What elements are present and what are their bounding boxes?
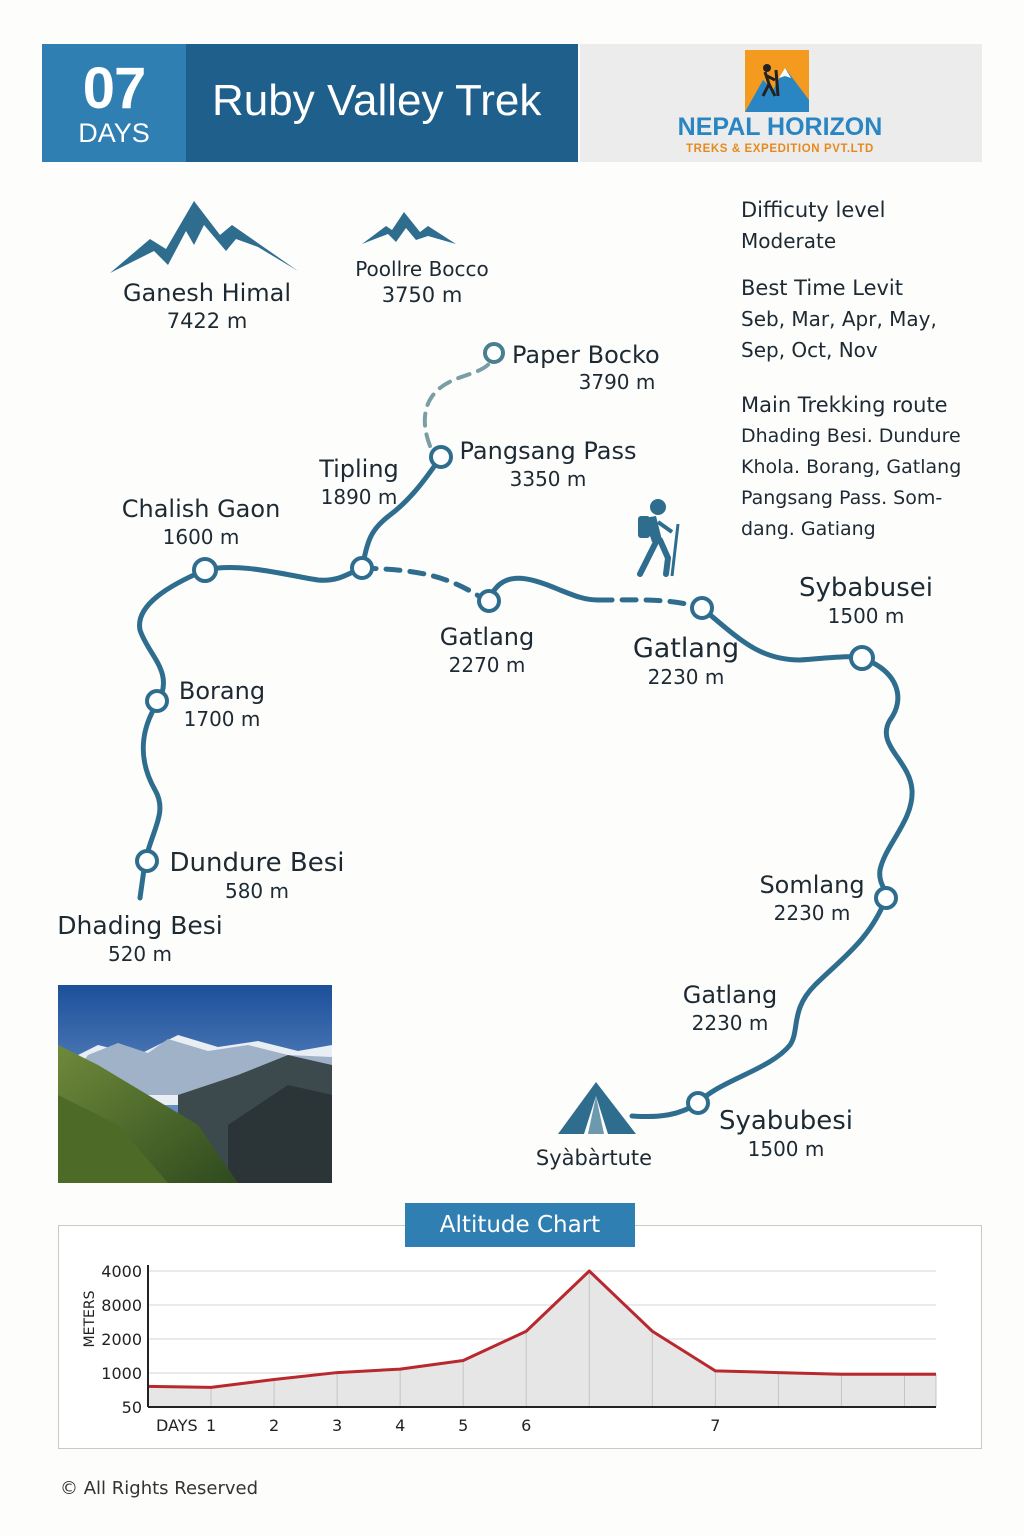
label-gatlang-2-name: Gatlang <box>632 633 740 664</box>
label-pangsang-pass <box>458 436 638 492</box>
company-subtitle: TREKS & EXPEDITION PVT.LTD <box>686 143 874 155</box>
x-tick-label: 5 <box>458 1416 469 1435</box>
hiker-icon <box>638 499 678 576</box>
label-dundure-besi-name: Dundure Besi <box>169 848 345 878</box>
label-syabubesi <box>714 1106 858 1162</box>
stop-marker-gatlang-2 <box>692 598 712 618</box>
x-tick-label: 4 <box>395 1416 406 1435</box>
label-gatlang-1 <box>432 622 542 678</box>
difficulty-heading: Difficuty level <box>741 198 886 222</box>
peak-name-ganesh-himal: Ganesh Himal <box>122 279 292 307</box>
route-path-dashed-2 <box>598 600 702 608</box>
label-paper-bocko-altitude: 3790 m <box>578 370 656 394</box>
label-camp <box>528 1145 660 1171</box>
route-line-1: Dhading Besi. Dundure <box>741 425 961 447</box>
best-time-heading: Best Time Levit <box>741 276 903 300</box>
mountain-landscape-image <box>58 985 332 1183</box>
peak-altitude-ganesh-himal: 7422 m <box>166 309 248 333</box>
altitude-chart <box>58 1225 980 1447</box>
altitude-chart-title: Altitude Chart <box>405 1203 635 1247</box>
stop-marker-tipling <box>352 558 372 578</box>
label-gatlang-2-altitude: 2230 m <box>647 665 725 689</box>
label-tipling <box>304 454 414 510</box>
label-gatlang-3-altitude: 2230 m <box>691 1011 769 1035</box>
y-tick-label: 4000 <box>101 1262 142 1281</box>
label-gatlang-1-altitude: 2270 m <box>448 653 526 677</box>
route-line-4: dang. Gatiang <box>741 518 876 540</box>
label-dundure-besi <box>166 848 348 904</box>
company-name: NEPAL HORIZON <box>677 113 883 141</box>
route-heading: Main Trekking route <box>741 393 948 417</box>
x-tick-label: 6 <box>521 1416 532 1435</box>
landscape-photo <box>58 985 332 1183</box>
label-somlang-altitude: 2230 m <box>773 901 851 925</box>
label-dhading-besi-altitude: 520 m <box>107 942 172 966</box>
peak-altitude-poollre-bocco: 3750 m <box>381 283 463 307</box>
stop-marker-dundure-besi <box>137 851 157 871</box>
stop-marker-borang <box>147 691 167 711</box>
label-gatlang-3-name: Gatlang <box>682 981 778 1009</box>
label-paper-bocko-alt-wrap <box>572 369 662 395</box>
x-tick-label: 1 <box>205 1416 217 1435</box>
route-path-gatlang-gatlang <box>488 578 598 602</box>
y-axis-label: METERS <box>82 1290 98 1348</box>
label-pangsang-pass-altitude: 3350 m <box>509 467 587 491</box>
label-dundure-besi-altitude: 580 m <box>224 879 289 903</box>
x-axis-label: DAYS <box>156 1416 198 1435</box>
label-pangsang-pass-name: Pangsang Pass <box>459 437 637 465</box>
tent-icon <box>558 1082 636 1134</box>
stop-marker-somlang <box>876 888 896 908</box>
label-borang-altitude: 1700 m <box>183 707 261 731</box>
route-path-dashed-top <box>425 354 494 446</box>
stop-marker-syabubesi <box>688 1093 708 1113</box>
y-tick-label: 50 <box>121 1398 142 1417</box>
days-label: DAYS <box>78 118 150 148</box>
label-gatlang-3 <box>674 980 786 1036</box>
route-line-2: Khola. Borang, Gatlang <box>741 456 962 478</box>
page-title: Ruby Valley Trek <box>212 76 542 125</box>
stop-marker-pangsang-pass <box>431 447 451 467</box>
label-chalish-gaon-name: Chalish Gaon <box>121 495 281 523</box>
label-borang <box>168 676 276 732</box>
label-dhading-besi-name: Dhading Besi <box>57 911 223 940</box>
label-paper-bocko-name: Paper Bocko <box>512 341 660 369</box>
x-tick-label: 7 <box>710 1416 721 1435</box>
route-path-dashed-gatlang <box>362 568 488 602</box>
label-sybabusei-name: Sybabusei <box>798 573 934 603</box>
y-tick-label: 1000 <box>101 1364 142 1383</box>
label-chalish-gaon-altitude: 1600 m <box>162 525 240 549</box>
label-sybabusei-altitude: 1500 m <box>827 604 905 628</box>
stop-marker-chalish-gaon <box>194 559 216 581</box>
route-line-3: Pangsang Pass. Som- <box>741 487 943 509</box>
label-borang-name: Borang <box>178 677 266 705</box>
trek-info-panel <box>741 195 1001 545</box>
label-somlang-name: Somlang <box>759 871 865 899</box>
label-syabubesi-altitude: 1500 m <box>747 1137 825 1161</box>
label-gatlang-1-name: Gatlang <box>439 623 535 651</box>
difficulty-value: Moderate <box>741 229 837 253</box>
label-tipling-altitude: 1890 m <box>320 485 398 509</box>
stop-marker-gatlang-1 <box>479 591 499 611</box>
best-time-line-1: Seb, Mar, Apr, May, <box>741 307 937 331</box>
label-chalish-gaon <box>110 494 292 550</box>
stop-marker-sybabusei <box>851 647 873 669</box>
label-syabubesi-name: Syabubesi <box>718 1106 854 1136</box>
y-tick-label: 2000 <box>101 1330 142 1349</box>
label-sybabusei <box>792 573 940 629</box>
label-dhading-besi <box>52 911 228 967</box>
label-somlang <box>752 870 872 926</box>
x-tick-label: 3 <box>332 1416 343 1435</box>
peak-name-poollre-bocco: Poollre Bocco <box>355 257 489 281</box>
copyright-footer: © All Rights Reserved <box>60 1478 259 1499</box>
best-time-line-2: Sep, Oct, Nov <box>741 338 878 362</box>
label-camp-name: Syàbàrtute <box>535 1146 653 1170</box>
stop-marker-paper-bocko <box>485 344 503 362</box>
label-paper-bocko <box>512 340 660 370</box>
y-tick-label: 8000 <box>101 1296 142 1315</box>
days-number: 07 <box>82 56 146 121</box>
label-tipling-name: Tipling <box>319 455 399 483</box>
label-gatlang-2 <box>626 634 746 690</box>
x-tick-label: 2 <box>268 1416 280 1435</box>
